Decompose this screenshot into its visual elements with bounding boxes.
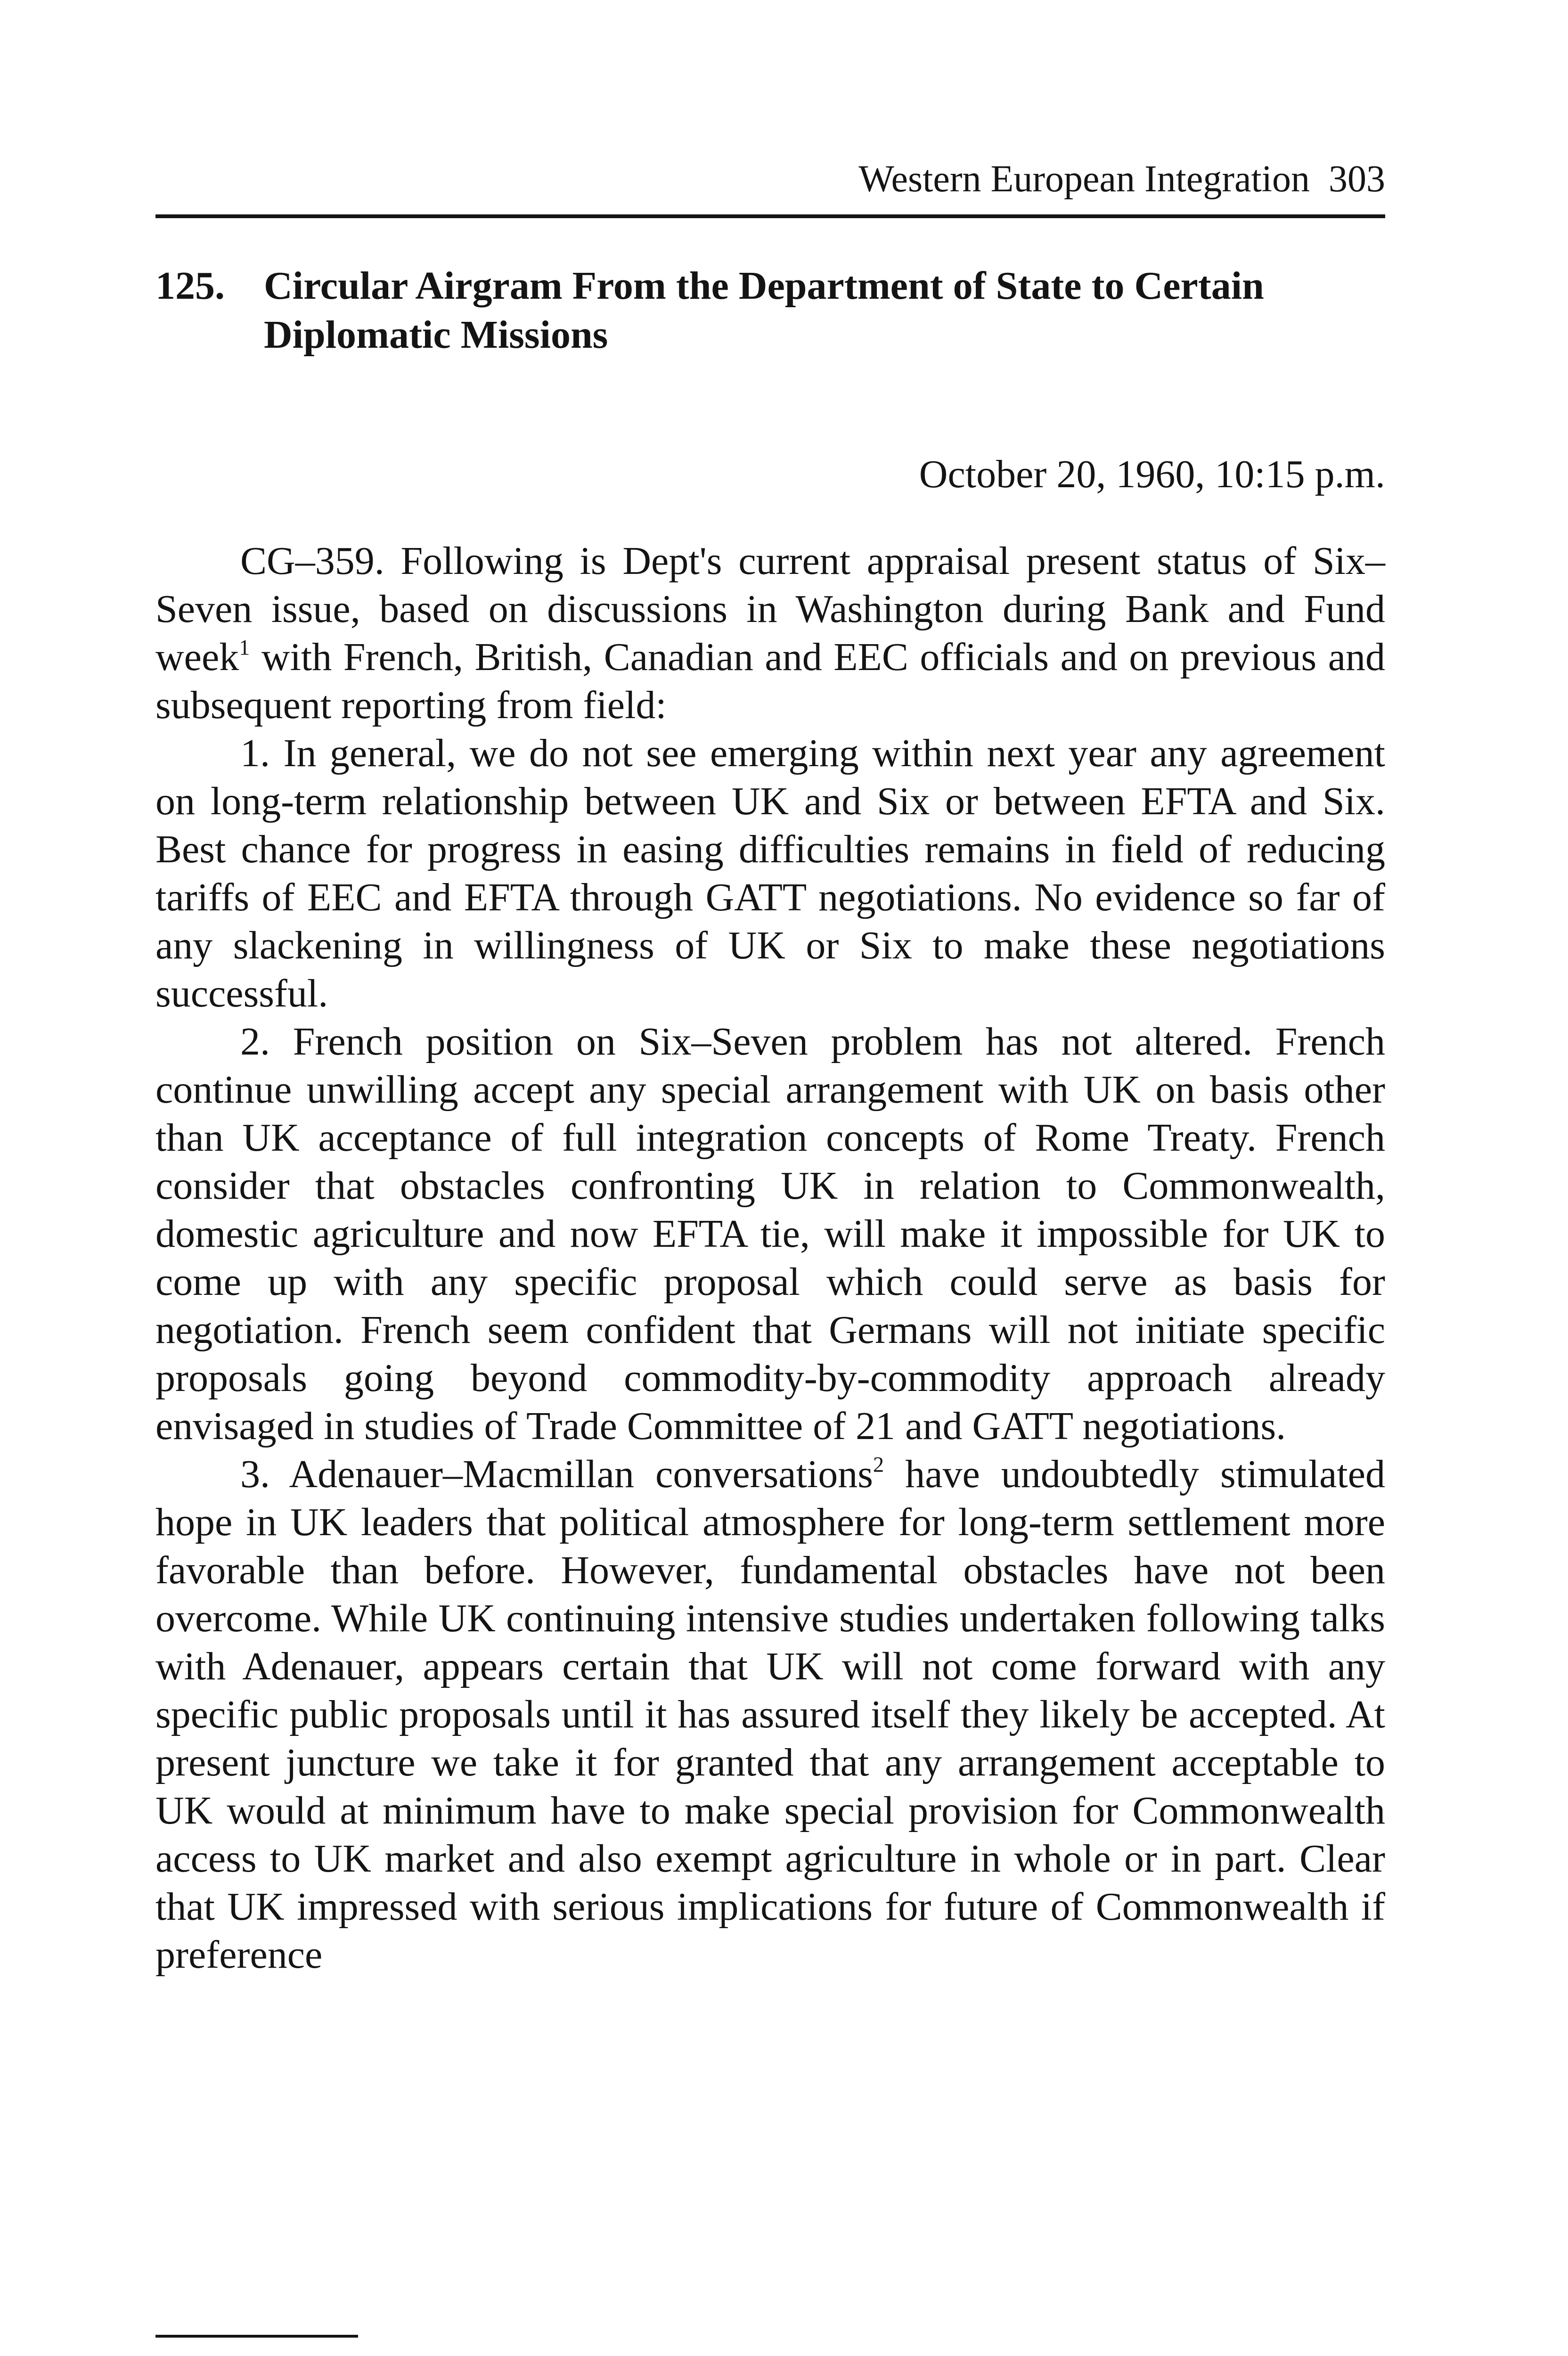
paragraph-2: 2. French position on Six–Seven problem has not altered. French continue unwilling accept any special arrangement with UK on basis other than UK acceptance of full integration concepts of Rome Treaty. French consider that obstacles confronting UK in relation to Commonwealth, domestic agriculture and now EFTA tie, will make it impossible for UK to come up with any specific proposal which could serve as basis for negotiation. French seem confident that Germans will not initiate specific proposals going beyond commodity-by-commodity approach already envisaged in studies of Trade Committee of 21 and GATT negotiations. [155, 1020, 1385, 1448]
paragraph-intro [155, 537, 1385, 729]
paragraph-3 [155, 1450, 1385, 1979]
running-head [858, 160, 1385, 198]
page-number: 303 [1329, 158, 1385, 200]
paragraph-intro-text-a: CG–359. Following is Dept's current appraisal present status of Six–Seven issue, based on discussions in Washington during Bank and Fund week [155, 539, 1385, 679]
dateline: October 20, 1960, 10:15 p.m. [919, 452, 1385, 496]
paragraph-intro-text-b: with French, British, Canadian and EEC officials and on previous and subsequent reporting from field: [155, 635, 1385, 727]
paragraph-3-text-b: have undoubtedly stimulated hope in UK leaders that political atmosphere for long-term settlement more favorable than before. However, fundamental obstacles have not been overcome. While UK continuing intensive studies undertaken following talks with Adenauer, appears certain that UK will not come forward with any specific public proposals until it has assured itself they likely be accepted. At present juncture we take it for granted that any arrangement acceptable to UK would at minimum have to make special provision for Commonwealth access to UK market and also exempt agriculture in whole or in part. Clear that UK impressed with serious implications for future of Commonwealth if preference [155, 1452, 1385, 1977]
heading-line-1 [155, 262, 1385, 311]
document-title-line-1: Circular Airgram From the Department of State to Certain [264, 264, 1264, 308]
paragraph-3-text-a: 3. Adenauer–Macmillan conversations [240, 1452, 873, 1496]
header-rule [155, 214, 1385, 218]
running-head-title: Western European Integration [858, 158, 1310, 200]
document-title-line-2: Diplomatic Missions [264, 313, 608, 357]
document-heading [155, 262, 1385, 360]
document-body [155, 537, 1385, 1979]
footnote-ref-1: 1 [239, 635, 250, 660]
paragraph-1: 1. In general, we do not see emerging within next year any agreement on long-term relationship between UK and Six or between EFTA and Six. Best chance for progress in easing difficulties remains in field of reducing tariffs of EEC and EFTA through GATT negotiations. No evidence so far of any slackening in willingness of UK or Six to make these negotiations successful. [155, 731, 1385, 1015]
footnote-rule [155, 2335, 358, 2338]
document-number: 125. [155, 264, 225, 308]
footnote-ref-2: 2 [873, 1452, 884, 1477]
